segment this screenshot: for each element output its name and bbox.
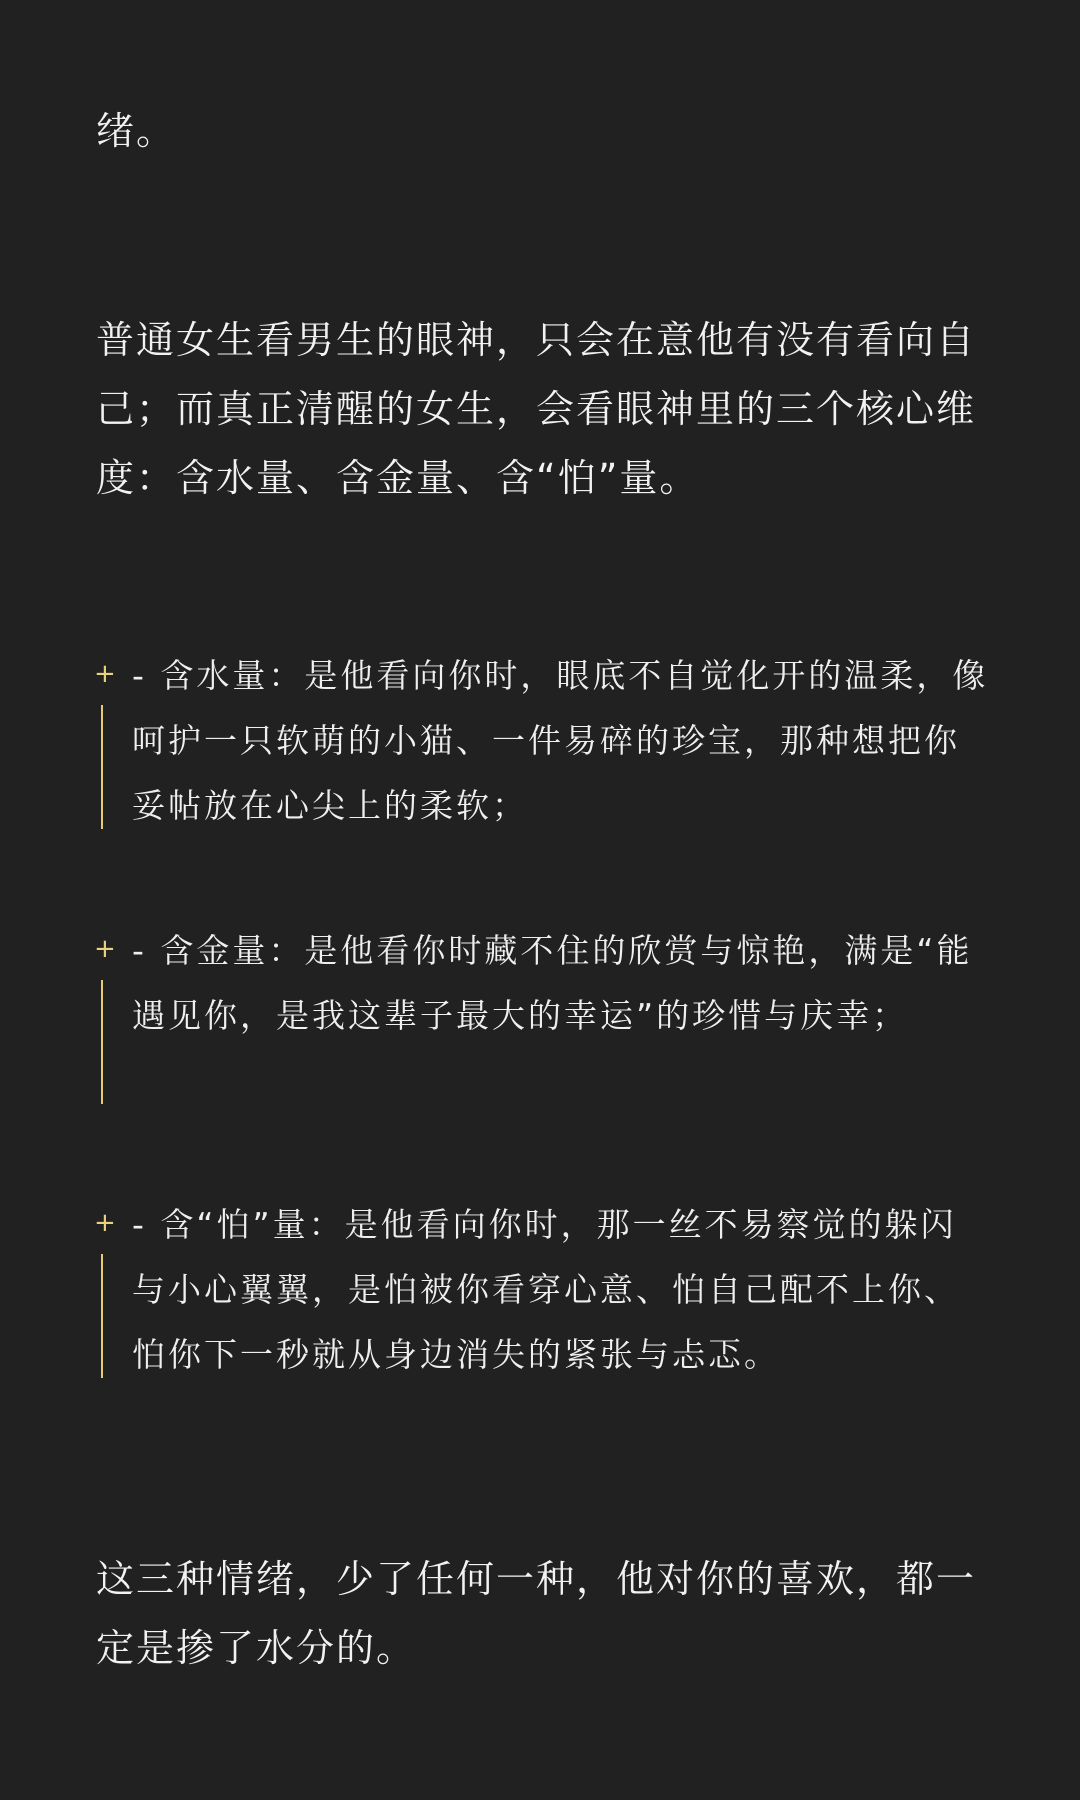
conclusion-paragraph: 这三种情绪，少了任何一种，他对你的喜欢，都一定是掺了水分的。 xyxy=(96,1557,977,1670)
quote-bar xyxy=(101,705,103,829)
quote-bar xyxy=(101,1254,103,1378)
plus-marker-icon: + xyxy=(94,659,116,689)
quote-bar xyxy=(101,980,103,1104)
bullet-text: - 含水量：是他看向你时，眼底不自觉化开的温柔，像呵护一只软萌的小猫、一件易碎的珍宝，那种想把你妥帖放在心尖上的柔软； xyxy=(132,656,989,825)
intro-paragraph: 普通女生看男生的眼神，只会在意他有没有看向自己；而真正清醒的女生，会看眼神里的三个核心维度：含水量、含金量、含“怕”量。 xyxy=(96,318,977,500)
bullet-text: - 含金量：是他看你时藏不住的欣赏与惊艳，满是“能遇见你，是我这辈子最大的幸运”的珍惜与庆幸； xyxy=(132,931,973,1035)
paragraph-fragment: 绪。 xyxy=(96,109,177,153)
bullet-text: - 含“怕”量：是他看向你时，那一丝不易察觉的躲闪与小心翼翼，是怕被你看穿心意、怕自己配不上你、怕你下一秒就从身边消失的紧张与忐忑。 xyxy=(132,1205,960,1374)
plus-marker-icon: + xyxy=(94,934,116,964)
plus-marker-icon: + xyxy=(94,1208,116,1238)
